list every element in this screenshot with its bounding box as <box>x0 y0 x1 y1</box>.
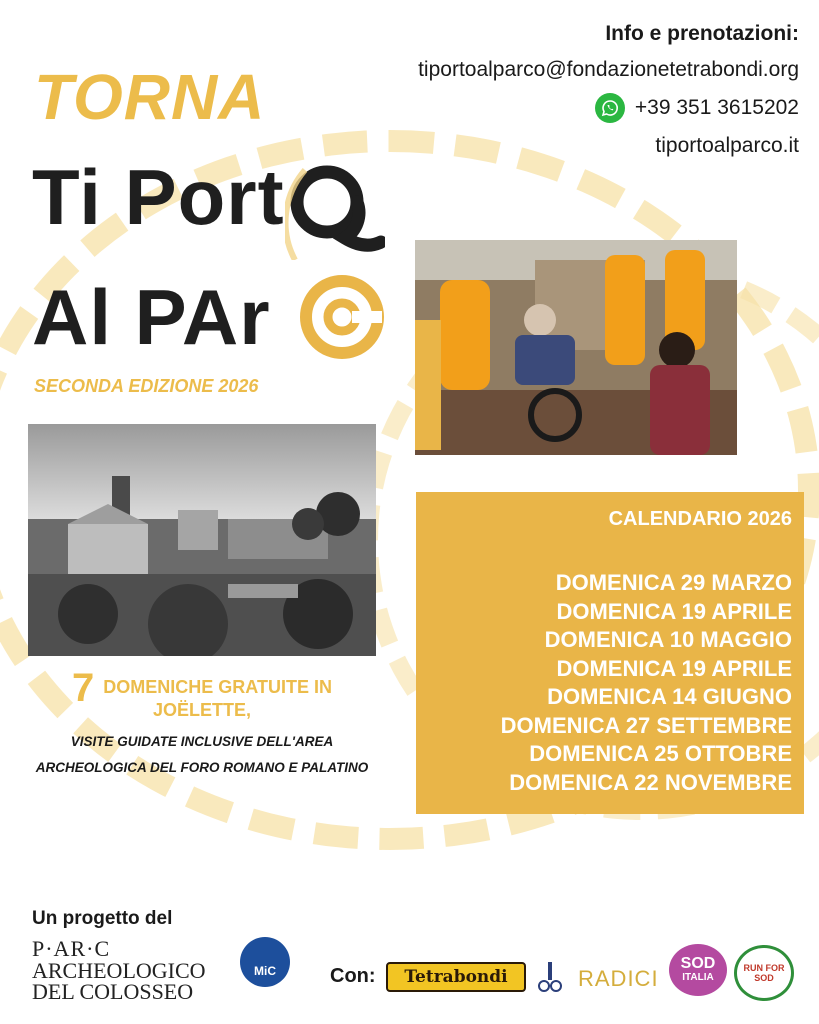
logo-line-2: Al PAr <box>32 273 271 361</box>
logo-target-icon <box>300 275 384 359</box>
mic-logo-text: MiC <box>254 964 276 978</box>
calendar-date: DOMENICA 10 MAGGIO <box>544 627 792 652</box>
sod-logo-text-2: ITALIA <box>682 972 714 983</box>
parco-logo-line-2: ARCHEOLOGICO <box>32 958 206 983</box>
parco-colosseo-logo <box>32 938 206 1002</box>
logo-swirl-icon <box>285 150 385 260</box>
contact-phone-row[interactable] <box>595 93 799 123</box>
project-label: Un progetto del <box>32 908 173 929</box>
promo-number: 7 <box>72 666 95 711</box>
edition-subtitle: SECONDA EDIZIONE 2026 <box>34 376 259 396</box>
calendar-date: DOMENICA 29 MARZO <box>555 570 792 595</box>
promo-headline-a: DOMENICHE GRATUITE IN <box>103 677 332 697</box>
calendar-date: DOMENICA 19 APRILE <box>556 655 792 681</box>
calendar-box <box>416 492 804 814</box>
whatsapp-icon <box>595 93 625 123</box>
tetrabondi-logo-text: Tetrabondi <box>404 967 508 987</box>
promo-sub-b: ARCHEOLOGICA DEL FORO ROMANO E PALATINO <box>35 760 369 776</box>
sod-logo-text-1: SOD <box>680 955 716 972</box>
run-for-sod-logo <box>734 945 794 1001</box>
promo-subtitle <box>28 729 376 781</box>
tetrabondi-logo <box>386 962 526 992</box>
mic-logo <box>240 937 290 987</box>
calendar-date: DOMENICA 19 APRILE <box>556 598 792 624</box>
sod-italia-logo <box>669 944 727 996</box>
promo-headline <box>28 666 376 721</box>
parco-logo-line-1: P·AR·C <box>32 936 111 961</box>
contact-phone: +39 351 3615202 <box>634 96 799 119</box>
radici-logo: RADICI <box>578 966 659 991</box>
partners-label: Con: <box>330 965 376 987</box>
promo-headline-b: JOËLETTE, <box>152 700 251 721</box>
logo-line-1: Ti Port <box>32 153 285 241</box>
calendar-date: DOMENICA 27 SETTEMBRE <box>500 712 792 738</box>
run-logo-text: RUN FOR SOD <box>743 963 785 983</box>
contacts-block <box>418 22 799 169</box>
calendar-date: DOMENICA 22 NOVEMBRE <box>509 769 792 795</box>
contact-email[interactable]: tiportoalparco@fondazionetetrabondi.org <box>418 58 799 81</box>
contacts-title: Info e prenotazioni: <box>605 22 799 45</box>
contact-website[interactable]: tiportoalparco.it <box>655 134 799 157</box>
kicker-title: TORNA <box>34 61 266 133</box>
calendar-date: DOMENICA 14 GIUGNO <box>547 684 792 709</box>
promo-block <box>28 666 376 781</box>
radici-icon <box>538 962 562 994</box>
guided-tour-photo <box>415 240 737 455</box>
roman-forum-photo <box>28 424 376 656</box>
parco-logo-line-3: DEL COLOSSEO <box>32 979 194 1004</box>
calendar-title: CALENDARIO 2026 <box>608 508 792 530</box>
calendar-date: DOMENICA 25 OTTOBRE <box>529 741 792 766</box>
promo-sub-a: VISITE GUIDATE INCLUSIVE DELL'AREA <box>70 734 334 750</box>
